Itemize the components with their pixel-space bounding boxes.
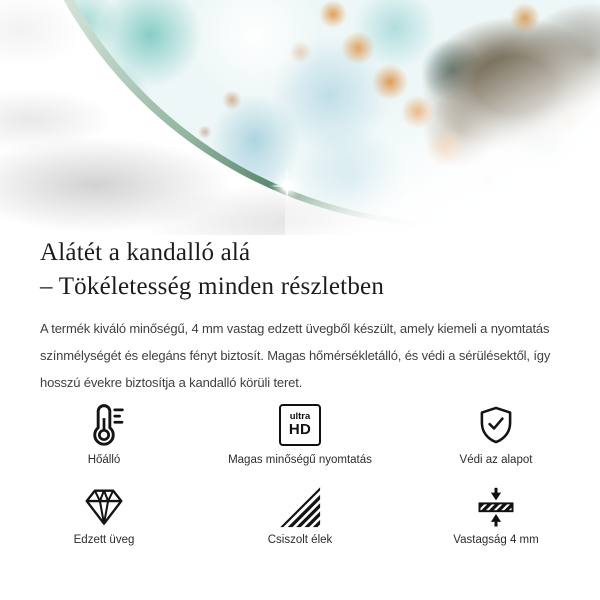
- feature-label: Csiszolt élek: [267, 534, 333, 546]
- description-line: A termék kiváló minőségű, 4 mm vastag edzett üvegből készült, amely kiemeli a nyomtatás: [40, 321, 550, 336]
- description: [40, 315, 565, 396]
- description-line: hosszú évekre biztosítja a kandalló körüli teret.: [40, 375, 303, 390]
- shield-check-icon: [475, 399, 517, 451]
- product-image: [0, 0, 600, 235]
- hatched-edge-icon: [278, 483, 322, 531]
- feature-label: Védi az alapot: [459, 454, 533, 466]
- ultra-hd-icon: [279, 399, 321, 451]
- feature-heat-resistant: [4, 399, 204, 466]
- feature-label: Magas minőségű nyomtatás: [228, 454, 372, 466]
- feature-label: Vastagság 4 mm: [453, 534, 539, 546]
- feature-polished-edges: [200, 483, 400, 546]
- feature-protects-base: [396, 399, 596, 466]
- feature-label: Edzett üveg: [73, 534, 135, 546]
- ultra-hd-icon-text-top: ultra: [289, 411, 311, 422]
- feature-tempered-glass: [4, 483, 204, 546]
- description-line: színmélységét és elegáns fényt biztosít. Magas hőmérsékletálló, és védi a sérülésektől, így: [40, 348, 551, 363]
- image-fade-overlay: [285, 0, 600, 235]
- title-line-2: – Tökéletesség minden részletben: [40, 273, 385, 300]
- sparkle-highlight-icon: [269, 168, 305, 204]
- thermometer-icon: [80, 399, 128, 451]
- diamond-icon: [82, 483, 126, 531]
- page-title: [40, 236, 565, 304]
- title-line-1: Alátét a kandalló alá: [40, 239, 251, 266]
- feature-thickness: [396, 483, 596, 546]
- intro-section: [40, 236, 565, 396]
- feature-label: Hőálló: [87, 454, 121, 466]
- ultra-hd-icon-text-bottom: HD: [288, 421, 312, 438]
- feature-hd-print: [200, 399, 400, 466]
- thickness-press-icon: [475, 483, 517, 531]
